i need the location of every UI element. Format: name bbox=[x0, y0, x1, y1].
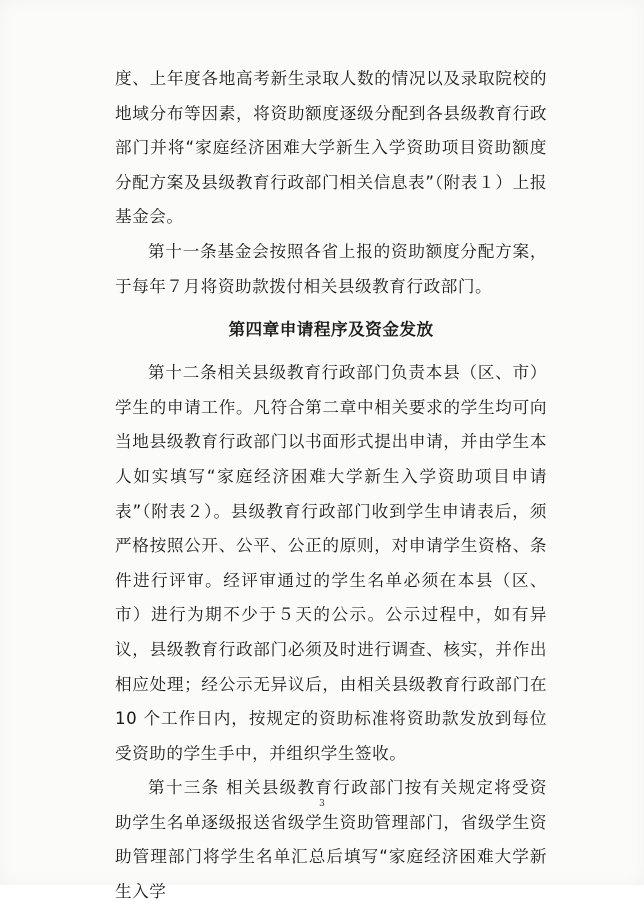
document-body bbox=[115, 62, 547, 910]
paragraph-article-13: 第十三条 相关县级教育行政部门按有关规定将受资助学生名单逐级报送省级学生资助管理部门，省级学生资助管理部门将学生名单汇总后填写“家庭经济困难大学新生入学 bbox=[115, 778, 547, 902]
paragraph-article-12: 第十二条相关县级教育行政部门负责本县（区、市）学生的申请工作。凡符合第二章中相关要求的学生均可向当地县级教育行政部门以书面形式提出申请，并由学生本人如实填写“家庭经济困难大学新生入学资助项目申请表”（附表２）。县级教育行政部门收到学生申请表后，须严格按照公开、公平、公正的原则，对申请学生资格、条件进行评审。经评审通过的学生名单必须在本县（区、市）进行为期不少于５天的公示。公示过程中，如有异议，县级教育行政部门必须及时进行调查、核实，并作出相应处理；经公示无异议后，由相关县级教育行政部门在 10 个工作日内，按规定的资助标准将资助款发放到每位受资助的学生手中，并组织学生签收。 bbox=[115, 363, 547, 763]
paragraph-article-11: 第十一条基金会按照各省上报的资助额度分配方案，于每年７月将资助款拨付相关县级教育行政部门。 bbox=[115, 241, 547, 296]
chapter-title: 第四章申请程序及资金发放 bbox=[228, 320, 434, 340]
page-number: 3 bbox=[319, 799, 325, 809]
paragraph-continuation: 度、上年度各地高考新生录取人数的情况以及录取院校的地域分布等因素，将资助额度逐级分配到各县级教育行政部门并将“家庭经济困难大学新生入学资助项目资助额度分配方案及县级教育行政部门相关信息表”（附表１）上报基金会。 bbox=[115, 69, 547, 227]
